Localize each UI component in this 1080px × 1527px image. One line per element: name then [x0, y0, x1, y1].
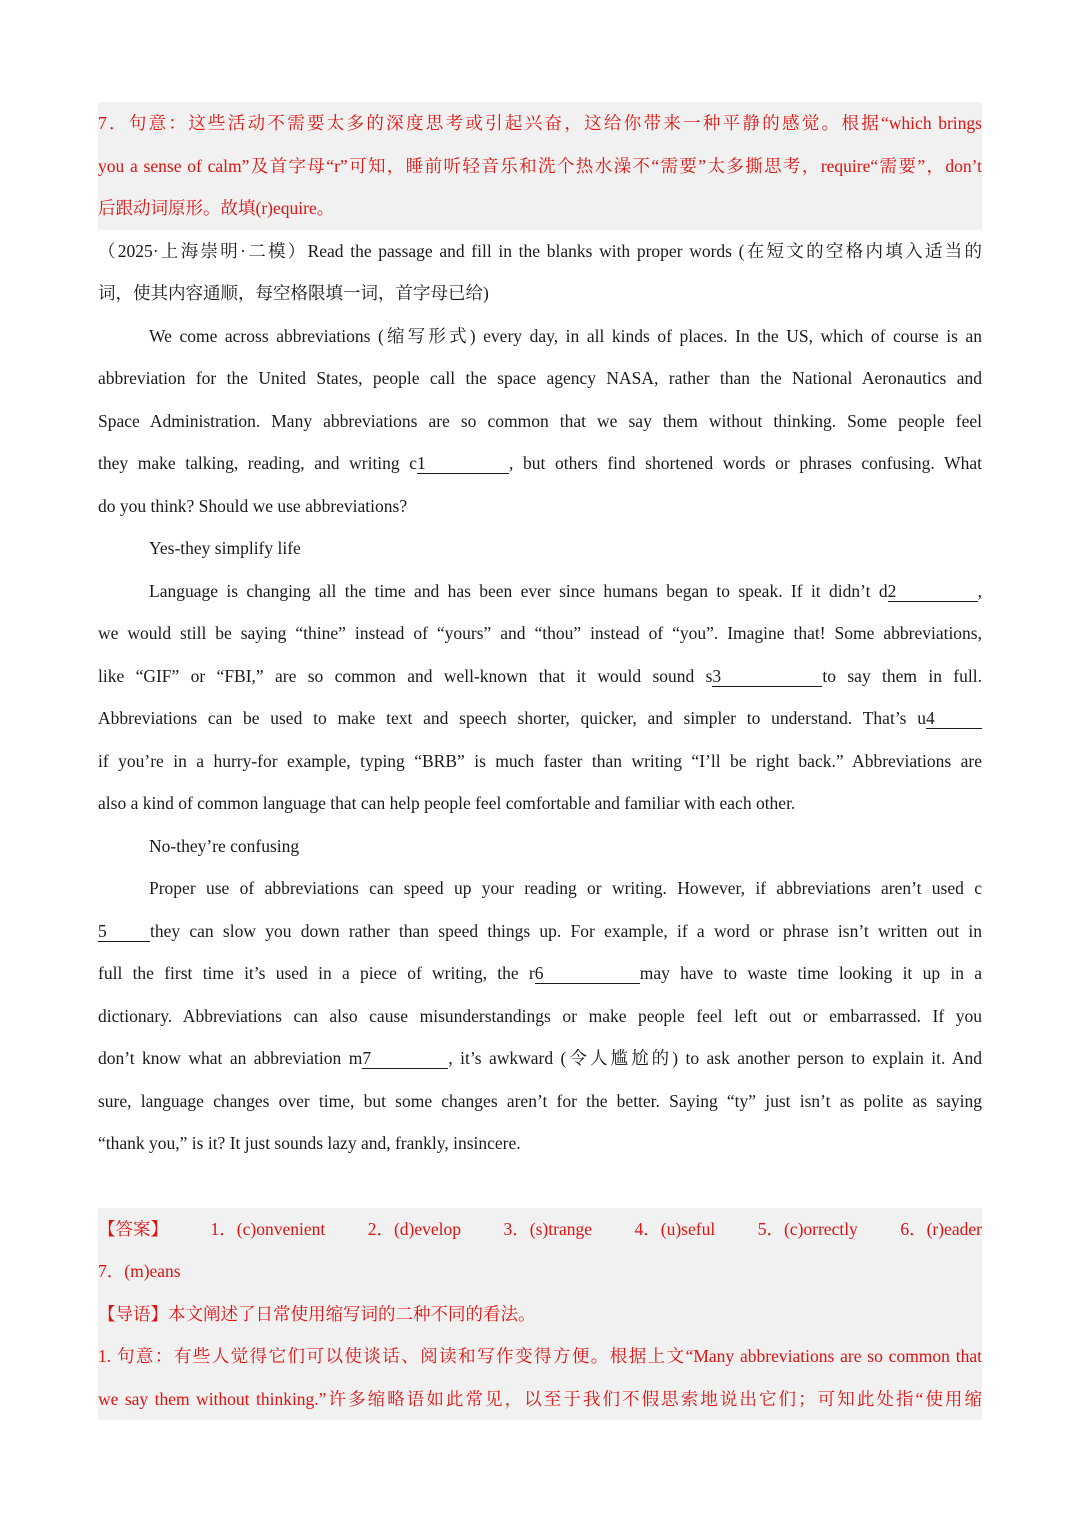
answer-item: 4．(u)seful — [634, 1218, 716, 1239]
intro-text: 本文阐述了日常使用缩写词的二种不同的看法。 — [168, 1303, 536, 1324]
instruction-line: （2025·上海崇明·二模）Read the passage and fill in the blanks with proper words (在短文的空格内填入适当的 — [98, 240, 982, 261]
answer-item: 1．(c)onvenient — [210, 1218, 326, 1239]
passage-line: sure, language changes over time, but some changes aren’t for the better. Saying “ty” just isn’t as polite as saying — [98, 1090, 982, 1111]
passage-text: Abbreviations can be used to make text and speech shorter, quicker, and simpler to understand. That’s u — [98, 708, 926, 728]
passage-line — [98, 697, 982, 740]
passage-line: Space Administration. Many abbreviations are so common that we say them without thinking. Some people feel — [98, 410, 982, 431]
passage-line: dictionary. Abbreviations can also cause misunderstandings or make people feel left out or embarrassed. If you — [98, 1005, 982, 1026]
passage-text: , but others find shortened words or phrases confusing. What — [509, 453, 982, 473]
explanation-line: we say them without thinking.”许多缩略语如此常见，以至于我们不假思索地说出它们；可知此处指“使用缩 — [98, 1388, 982, 1409]
passage-text: they make talking, reading, and writing c — [98, 453, 418, 473]
passage-text: like “GIF” or “FBI,” are so common and well-known that it would sound s — [98, 665, 713, 686]
instruction-line: 词，使其内容通顺，每空格限填一词，首字母已给) — [98, 283, 489, 303]
spacer — [98, 1165, 982, 1208]
blank-3: 3 — [712, 666, 822, 687]
passage-line: if you’re in a hurry-for example, typing “BRB” is much faster than writing “I’ll be right back.” Abbreviations are — [98, 750, 982, 771]
passage-line — [98, 442, 982, 485]
passage-line — [98, 1037, 982, 1080]
blank-4: 4 — [926, 708, 982, 729]
answer-item: 6．(r)eader — [900, 1218, 982, 1239]
answer-block — [98, 1208, 982, 1421]
explanation-line: you a sense of calm”及首字母“r”可知，睡前听轻音乐和洗个热水澡不“需要”太多撕思考，require“需要”，don’t — [98, 155, 982, 176]
passage-line: “thank you,” is it? It just sounds lazy and, frankly, insincere. — [98, 1133, 521, 1153]
passage-text: don’t know what an abbreviation m — [98, 1048, 363, 1068]
explanation-line: 1. 句意：有些人觉得它们可以使谈话、阅读和写作变得方便。根据上文“Many abbreviations are so common that — [98, 1346, 982, 1366]
answer-row — [98, 1208, 982, 1251]
passage-line: we would still be saying “thine” instead of “yours” and “thou” instead of “you”. Imagine that! Some abbreviations, — [98, 623, 982, 643]
answer-item-7: 7．(m)eans — [98, 1261, 181, 1281]
passage-line — [98, 910, 982, 953]
passage-text: , — [977, 580, 982, 601]
answer-tag: 【答案】 — [98, 1218, 168, 1239]
section-heading-yes: Yes-they simplify life — [149, 538, 301, 558]
passage-line: also a kind of common language that can help people feel comfortable and familiar with each other. — [98, 793, 796, 813]
section-heading-no: No-they’re confusing — [149, 835, 300, 856]
blank-5: 5 — [98, 921, 150, 942]
answer-item: 5．(c)orrectly — [757, 1218, 858, 1239]
answer-item: 2．(d)evelop — [367, 1218, 462, 1239]
source-instruction — [98, 230, 982, 315]
explanation-line: 后跟动词原形。故填(r)equire。 — [98, 198, 335, 218]
passage-line — [98, 570, 982, 613]
passage-line: abbreviation for the United States, people call the space agency NASA, rather than the National Aeronautics and — [98, 368, 982, 388]
passage-text: may have to waste time looking it up in a — [639, 963, 982, 983]
answer-item: 3．(s)trange — [503, 1218, 592, 1239]
passage-line — [98, 655, 982, 698]
blank-2: 2 — [888, 581, 978, 602]
passage-text: Language is changing all the time and has been ever since humans began to speak. If it didn’t d — [149, 580, 888, 601]
passage-text: , it’s awkward (令人尴尬的) to ask another person to explain it. And — [448, 1048, 983, 1068]
passage-text: full the first time it’s used in a piece of writing, the r — [98, 963, 535, 983]
previous-explanation — [98, 102, 982, 230]
intro-tag: 【导语】 — [98, 1303, 168, 1324]
blank-6: 6 — [535, 963, 640, 984]
blank-1: 1 — [417, 453, 509, 474]
passage-line: Proper use of abbreviations can speed up your reading or writing. However, if abbreviations aren’t used c — [149, 878, 982, 898]
document-page — [98, 102, 982, 1420]
passage-line: We come across abbreviations (缩写形式) every day, in all kinds of places. In the US, which of course is an — [149, 325, 982, 346]
passage-line — [98, 952, 982, 995]
intro-line — [98, 1293, 982, 1336]
blank-7: 7 — [362, 1048, 448, 1069]
passage — [98, 315, 982, 1165]
passage-text: to say them in full. — [822, 665, 982, 686]
passage-text: they can slow you down rather than speed things up. For example, if a word or phrase isn’t written out in — [150, 920, 982, 941]
passage-line: do you think? Should we use abbreviations? — [98, 495, 408, 516]
explanation-line: 7．句意：这些活动不需要太多的深度思考或引起兴奋，这给你带来一种平静的感觉。根据“which brings — [98, 113, 982, 133]
